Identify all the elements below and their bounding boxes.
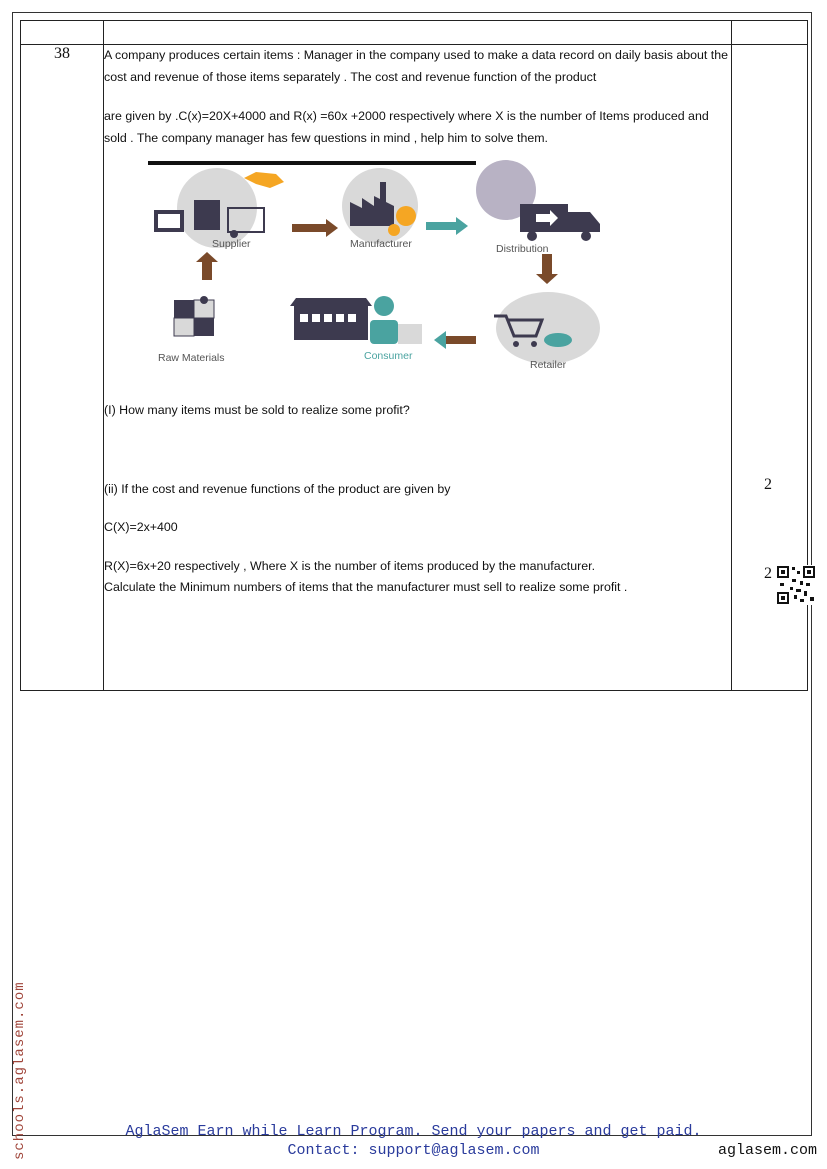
question-row xyxy=(21,45,808,691)
question-part-ii-ask: Calculate the Minimum numbers of items that the manufacturer must sell to realize some profit . xyxy=(104,580,628,594)
label-consumer: Consumer xyxy=(364,350,413,362)
retailer-icon xyxy=(494,292,600,364)
arrow-manufacturer-distribution xyxy=(426,217,468,235)
question-intro-2: are given by .C(x)=20X+4000 and R(x) =60x +2000 respectively where X is the number of Items produced and sold . The company manager has few questions in mind , help him to solve them. xyxy=(104,109,709,145)
header-bar xyxy=(148,161,476,165)
arrow-supplier-manufacturer xyxy=(292,219,338,237)
distribution-icon xyxy=(476,160,600,241)
label-retailer: Retailer xyxy=(530,359,567,371)
arrow-raw-supplier xyxy=(196,252,218,280)
label-manufacturer: Manufacturer xyxy=(350,238,412,250)
label-distribution: Distribution xyxy=(496,243,549,255)
manufacturer-icon xyxy=(342,168,418,244)
marks-part-i: 2 xyxy=(764,476,772,493)
side-watermark: schools.aglasem.com xyxy=(12,981,28,1160)
label-raw-materials: Raw Materials xyxy=(158,352,225,364)
question-table xyxy=(20,20,808,691)
question-intro-1: A company produces certain items : Manager in the company used to make a data record on daily basis about the cost and revenue of those items separately . The cost and revenue function of the product xyxy=(104,48,729,84)
question-part-ii-revenue: R(X)=6x+20 respectively , Where X is the number of items produced by the manufacturer. xyxy=(104,558,596,573)
arrow-retailer-consumer xyxy=(434,331,476,349)
question-part-ii-intro: (ii) If the cost and revenue functions of the product are given by xyxy=(104,481,451,496)
header-cell-marks xyxy=(732,21,808,45)
footer-contact[interactable]: Contact: support@aglasem.com xyxy=(287,1142,540,1159)
footer-site[interactable]: aglasem.com xyxy=(717,1142,817,1159)
header-cell-no xyxy=(21,21,104,45)
supply-chain-diagram xyxy=(144,158,614,383)
marks-part-ii: 2 xyxy=(764,565,772,582)
question-part-i: (I) How many items must be sold to realize some profit? xyxy=(104,403,410,417)
qr-code-icon xyxy=(776,565,816,605)
label-supplier: Supplier xyxy=(212,238,251,250)
footer-promo[interactable]: AglaSem Earn while Learn Program. Send your papers and get paid. xyxy=(125,1123,702,1140)
question-number: 38 xyxy=(21,45,104,691)
table-header-row xyxy=(21,21,808,45)
question-part-ii-cost: C(X)=2x+400 xyxy=(104,520,178,534)
header-cell-question xyxy=(104,21,732,45)
consumer-icon xyxy=(290,296,422,344)
question-body xyxy=(104,45,732,691)
raw-materials-icon xyxy=(174,296,214,336)
